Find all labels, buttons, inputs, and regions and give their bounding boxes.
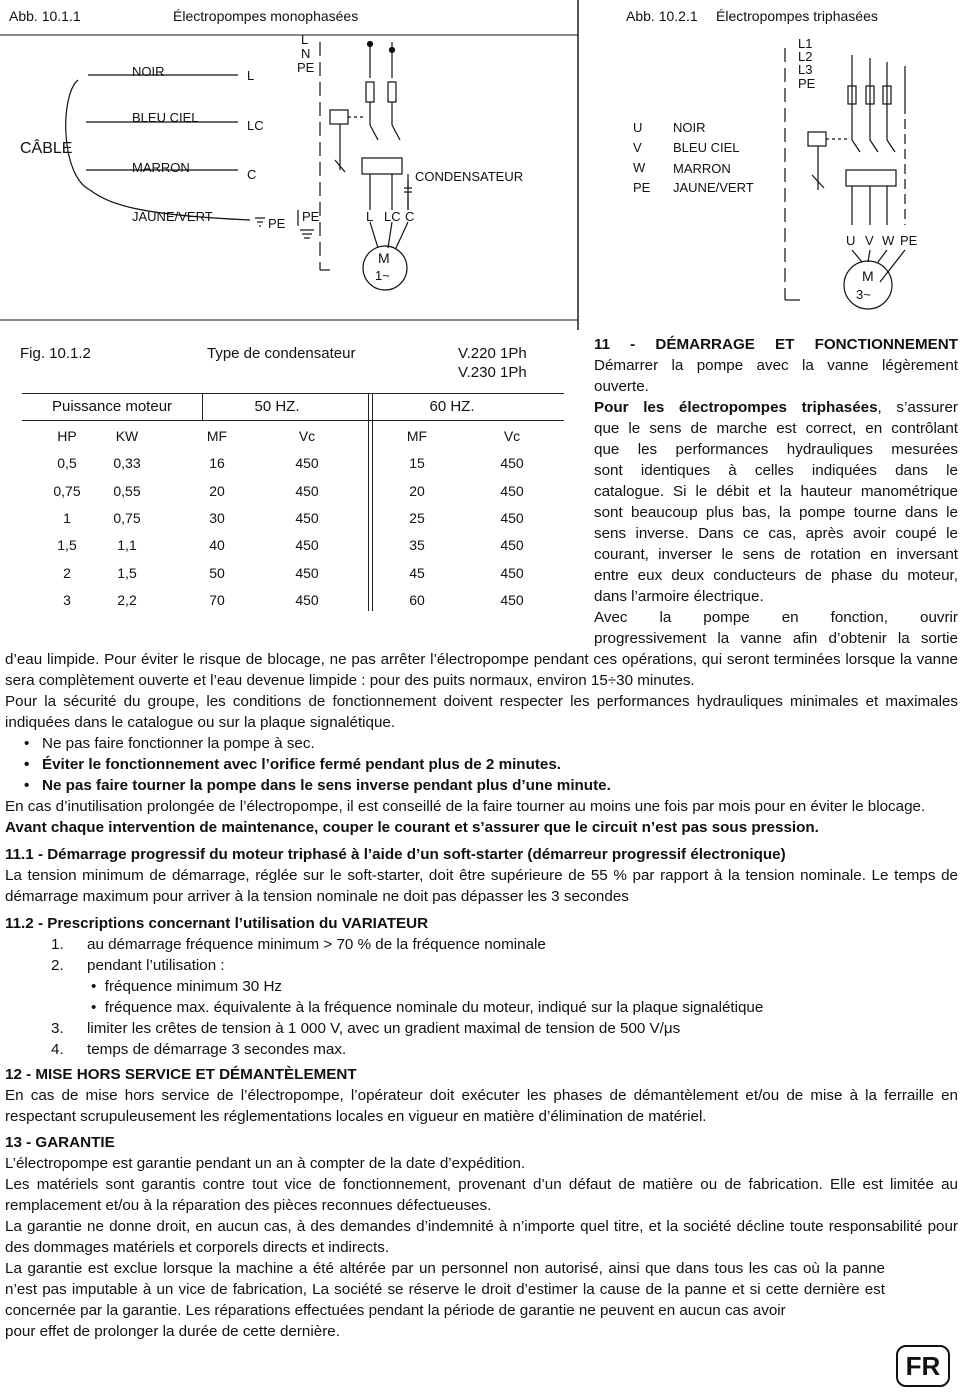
- condensateur-label: CONDENSATEUR: [415, 169, 524, 184]
- paragraph: pour effet de prolonger la durée de cette dernière.: [5, 1323, 340, 1340]
- table-cell: 2,2: [117, 591, 137, 608]
- motor-terminal-label: LC: [384, 209, 401, 224]
- table-type-label: Type de condensateur: [207, 345, 356, 362]
- paragraph-bold: Avant chaque intervention de maintenance, couper le courant et s’assurer que le circuit n’est pas sous pression.: [5, 819, 819, 836]
- list-item: 3. limiter les crêtes de tension à 1 000 V, avec un gradient maximal de tension de 500 V/μs: [51, 1020, 681, 1037]
- tri-code: PE: [633, 180, 651, 195]
- table-cell: 3: [63, 591, 71, 608]
- motor-terminal-label: L: [366, 209, 374, 224]
- table-cell: 25: [409, 509, 425, 526]
- text-line: entre eux deux conducteurs de phase du moteur,: [594, 567, 958, 584]
- table-cell: 450: [500, 482, 524, 499]
- text-line: courant, inverser le sens de rotation en inversant: [594, 546, 958, 563]
- table-cell: 60: [409, 591, 425, 608]
- table-cell: 450: [295, 455, 319, 472]
- bullet-item: • Éviter le fonctionnement avec l’orifice fermé pendant plus de 2 minutes.: [24, 756, 562, 773]
- tri-motor-label: M: [862, 268, 874, 284]
- table-cell: 450: [295, 591, 319, 608]
- pe-label: PE: [268, 216, 286, 231]
- paragraph: La garantie ne donne droit, en aucun cas, à des demandes d’indemnité à n’importe quel titre, et la société décline toute responsabilité pour des dommages matériels et corporels directs et indirects.: [5, 1218, 958, 1256]
- mono-circuit: [298, 42, 415, 291]
- section-11-column: [594, 334, 958, 649]
- text-line: Démarrer la pompe avec la vanne légèrement: [594, 357, 958, 374]
- table-row: [22, 450, 564, 477]
- numbered-list: [5, 934, 958, 1060]
- tri-supply-label: L1: [798, 36, 813, 51]
- supply-label: N: [301, 46, 311, 61]
- tri-color: NOIR: [673, 120, 706, 135]
- cable-bundle: [66, 75, 250, 220]
- list-item: 4. temps de démarrage 3 secondes max.: [51, 1041, 347, 1058]
- wire-label: NOIR: [132, 64, 165, 79]
- table-cell: 0,33: [113, 455, 141, 472]
- table-cell: 450: [500, 509, 524, 526]
- text-line: [594, 397, 958, 418]
- table-cell: 450: [295, 537, 319, 554]
- terminal-label: C: [247, 167, 257, 182]
- table-cell: 0,5: [57, 455, 77, 472]
- table-row: [22, 478, 564, 505]
- pe-label: PE: [302, 209, 320, 224]
- text-line: sens inverse. Dans ce cas, après avoir coupé le: [594, 525, 958, 542]
- table-cell: 0,75: [113, 509, 141, 526]
- section-12-heading: 12 - MISE HORS SERVICE ET DÉMANTÈLEMENT: [5, 1066, 357, 1083]
- table-cell: 450: [295, 482, 319, 499]
- wire-label: MARRON: [132, 160, 190, 175]
- language-badge: FR: [896, 1345, 950, 1387]
- paragraph: La garantie est exclue lorsque la machine a été altérée par un personnel non autorisé, ainsi que dans tous les cas où la panne n’est pas imputable à un vice de fabrication, La société se réserve le droit d’estimer la cause de la panne et si cette dernière est concernée par la garantie. Les réparations effectuées pendant la période de garantie ne peuvent en aucun cas avoir: [5, 1260, 885, 1319]
- tri-supply-label: L2: [798, 49, 813, 64]
- fig-tri-abb: Abb. 10.2.1: [626, 8, 698, 24]
- table-cell: 20: [409, 482, 425, 499]
- table-header-row: [22, 393, 564, 420]
- paragraph: En cas de mise hors service de l’électropompe, l’opérateur doit exécuter les phases de démantèlement et/ou de mise à la ferraille en respectant scrupuleusement les réglementations locales en vigueur en matière d’élimination de matériel.: [5, 1087, 958, 1125]
- tri-supply-label: PE: [798, 76, 816, 91]
- table-cell: 450: [500, 591, 524, 608]
- tri-color: JAUNE/VERT: [673, 180, 754, 195]
- text-line: dans l’armoire électrique.: [594, 588, 764, 605]
- table-cell: 50: [209, 564, 225, 581]
- text-line: catalogue. Si le débit et la hauteur manométrique: [594, 483, 958, 500]
- tri-motor-terminal: PE: [900, 233, 918, 248]
- tri-code: W: [633, 160, 646, 175]
- table-row: [22, 532, 564, 559]
- bullet-item: • Ne pas faire fonctionner la pompe à sec.: [24, 735, 315, 752]
- motor-terminal-label: C: [405, 209, 415, 224]
- tri-motor-terminal: U: [846, 233, 856, 248]
- table-voltage: V.220 1Ph: [458, 345, 527, 362]
- table-cell: 1,5: [57, 537, 77, 554]
- header-50hz: 50 HZ.: [254, 398, 300, 415]
- tri-color: MARRON: [673, 161, 731, 176]
- header-60hz: 60 HZ.: [429, 398, 475, 415]
- table-cell: 70: [209, 591, 225, 608]
- table-cell: 1,1: [117, 537, 137, 554]
- tri-motor-terminal: V: [865, 233, 874, 248]
- paragraph: En cas d’inutilisation prolongée de l’électropompe, il est conseillé de la faire tourner au moins une fois par mois pour en éviter le blocage.: [5, 798, 926, 815]
- paragraph: La tension minimum de démarrage, réglée sur le soft-starter, doit être supérieure de 55 % par rapport à la tension nominale. Le temps de démarrage maximum pour arriver à la tension nominale ne doit pas dépasser les 3 secondes: [5, 867, 958, 905]
- main-text: [5, 649, 958, 1342]
- table-row: [22, 423, 564, 450]
- fig-mono-title: Électropompes monophasées: [173, 8, 359, 24]
- table-cell: Vc: [298, 428, 316, 444]
- list-item: 2. pendant l’utilisation :: [51, 957, 225, 974]
- terminal-label: L: [247, 68, 255, 83]
- paragraph: d’eau limpide. Pour éviter le risque de blocage, ne pas arrêter l’électropompe pendant ces opérations, qui seront terminées lorsque la vanne sera complètement ouverte et l’eau devenue limpide : pour des puits normaux, environ 15÷30 minutes.: [5, 651, 958, 689]
- table-cell: 450: [500, 537, 524, 554]
- table-cell: HP: [57, 428, 77, 444]
- text-line: ouverte.: [594, 378, 649, 395]
- table-cell: 450: [295, 564, 319, 581]
- table-cell: 16: [209, 455, 225, 472]
- table-cell: 2: [63, 564, 71, 581]
- header-puissance: Puissance moteur: [51, 398, 173, 415]
- section-11-1-heading: 11.1 - Démarrage progressif du moteur triphasé à l’aide d’un soft-starter (démarreur progressif électronique): [5, 846, 786, 863]
- tri-rest: , s’assurer: [877, 399, 958, 416]
- table-cell: 35: [409, 537, 425, 554]
- list-item: 1. au démarrage fréquence minimum > 70 % de la fréquence nominale: [51, 936, 546, 953]
- terminal-label: LC: [247, 118, 264, 133]
- tri-motor-label: 3~: [856, 287, 871, 302]
- tri-code: V: [633, 140, 642, 155]
- paragraph: Pour la sécurité du groupe, les conditions de fonctionnement doivent respecter les performances hydrauliques minimales et maximales indiquées dans le catalogue ou sur la plaque signalétique.: [5, 693, 958, 731]
- table-cell: MF: [406, 428, 428, 444]
- motor-label: 1~: [375, 268, 390, 283]
- text-line: progressivement la vanne afin d’obtenir la sortie: [594, 630, 958, 647]
- table-row: [22, 505, 564, 532]
- section-13-heading: 13 - GARANTIE: [5, 1134, 115, 1151]
- tri-color: BLEU CIEL: [673, 140, 740, 155]
- fig-mono-abb: Abb. 10.1.1: [9, 8, 81, 24]
- tri-supply-label: L3: [798, 62, 813, 77]
- text-line: sont identiques à celles indiquées dans le: [594, 462, 958, 479]
- table-cell: 30: [209, 509, 225, 526]
- table-cell: 450: [500, 455, 524, 472]
- table-cell: 40: [209, 537, 225, 554]
- motor-label: M: [378, 250, 390, 266]
- table-cell: 45: [409, 564, 425, 581]
- section-11-2-heading: 11.2 - Prescriptions concernant l’utilisation du VARIATEUR: [5, 915, 429, 932]
- table-cell: MF: [206, 428, 228, 444]
- table-cell: 1: [63, 509, 71, 526]
- table-cell: 450: [295, 509, 319, 526]
- table-cell: 0,75: [53, 482, 81, 499]
- paragraph: L’électropompe est garantie pendant un an à compter de la date d’expédition.: [5, 1155, 526, 1172]
- supply-label: L: [301, 32, 309, 47]
- table-fig-label: Fig. 10.1.2: [20, 345, 91, 362]
- text-line: que le sens de marche est correct, en contrôlant: [594, 420, 958, 437]
- sub-item: • fréquence max. équivalente à la fréquence nominale du moteur, indiqué sur la plaque signalétique: [91, 999, 764, 1016]
- supply-label: PE: [297, 60, 315, 75]
- table-row: [22, 560, 564, 587]
- text-line: Avec la pompe en fonction, ouvrir: [594, 609, 958, 626]
- wire-label: BLEU CIEL: [132, 110, 199, 125]
- bullet-list: [5, 733, 958, 796]
- table-cell: KW: [115, 428, 139, 444]
- tri-code: U: [633, 120, 643, 135]
- table-cell: 450: [500, 564, 524, 581]
- tri-bold: Pour les électropompes triphasées: [594, 399, 878, 416]
- tri-motor-terminal: W: [882, 233, 895, 248]
- table-cell: 20: [209, 482, 225, 499]
- sub-item: • fréquence minimum 30 Hz: [91, 978, 283, 995]
- table-cell: 15: [409, 455, 425, 472]
- cable-label: CÂBLE: [20, 140, 73, 157]
- wire-label: JAUNE/VERT: [132, 209, 213, 224]
- text-line: sont beaucoup plus bas, la pompe tourne dans le: [594, 504, 958, 521]
- fig-tri-title: Électropompes triphasées: [716, 8, 878, 24]
- table-cell: 1,5: [117, 564, 137, 581]
- paragraph: Les matériels sont garantis contre tout vice de fonctionnement, provenant d’un défaut de matière ou de fabrication. Elle est limitée au remplacement et/ou à la réparation des pièces reconnues défectueuses.: [5, 1176, 958, 1214]
- table-voltage: V.230 1Ph: [458, 364, 527, 381]
- section-11-heading: 11 - DÉMARRAGE ET FONCTIONNEMENT: [594, 336, 958, 353]
- table-row: [22, 587, 564, 614]
- bullet-item: • Ne pas faire tourner la pompe dans le sens inverse pendant plus d’une minute.: [24, 777, 611, 794]
- table-cell: Vc: [503, 428, 521, 444]
- table-cell: 0,55: [113, 482, 141, 499]
- text-line: que les performances hydrauliques mesurées: [594, 441, 958, 458]
